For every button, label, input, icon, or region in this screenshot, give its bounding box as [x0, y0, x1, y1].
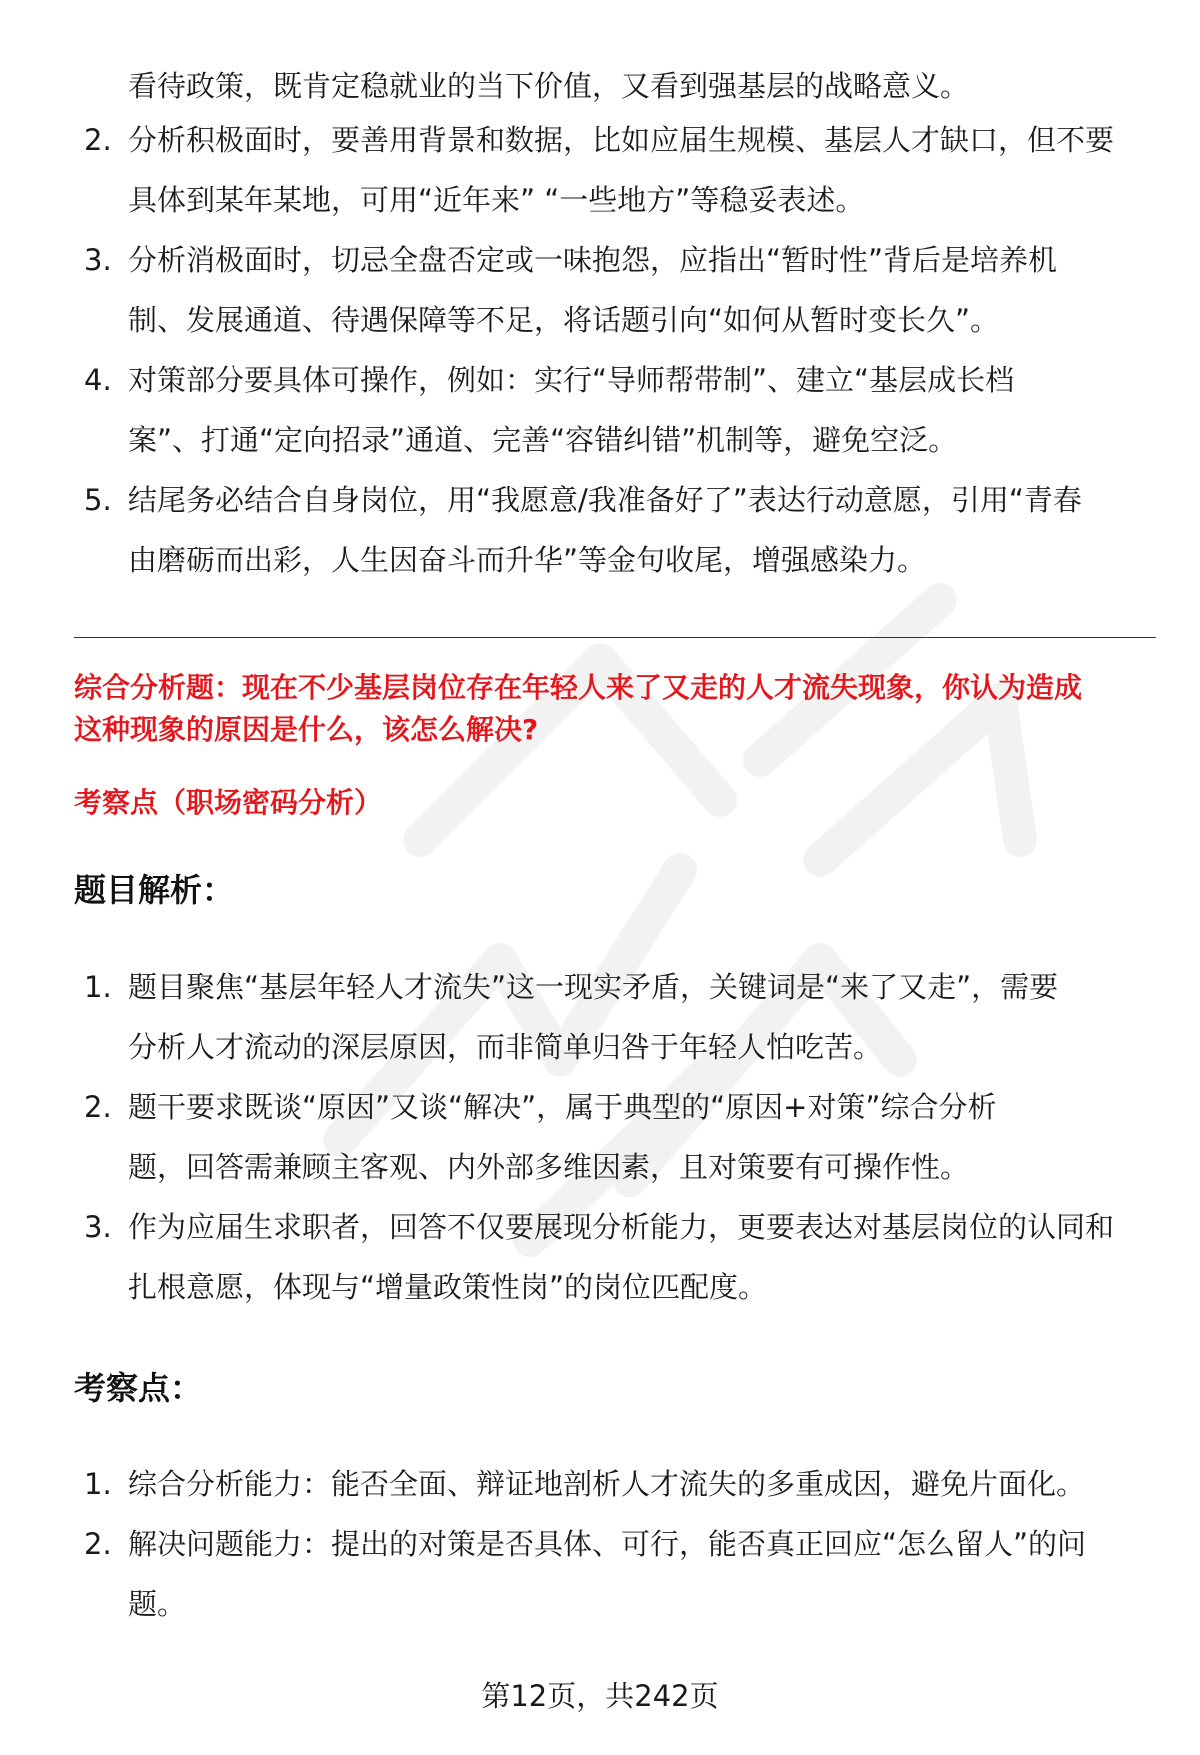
list-item — [0, 1514, 1200, 1634]
item-line: 分析消极面时，切忌全盘否定或一味抱怨，应指出“暂时性”背后是培养机 — [128, 243, 1058, 277]
item-line: 综合分析能力：能否全面、辩证地剖析人才流失的多重成因，避免片面化。 — [128, 1467, 1086, 1501]
list-item — [0, 110, 1200, 230]
item-line: 对策部分要具体可操作，例如：实行“导师帮带制”、建立“基层成长档 — [128, 363, 1015, 397]
item-number: 1. — [84, 1467, 112, 1501]
list-item — [0, 1077, 1200, 1197]
analysis-list — [0, 957, 1200, 1317]
item-line: 分析人才流动的深层原因，而非简单归咎于年轻人怕吃苦。 — [128, 1030, 883, 1064]
question-line: 这种现象的原因是什么，该怎么解决? — [74, 713, 539, 746]
item-line: 解决问题能力：提出的对策是否具体、可行，能否真正回应“怎么留人”的问 — [128, 1527, 1087, 1561]
item-line: 由磨砺而出彩，人生因奋斗而升华”等金句收尾，增强感染力。 — [128, 543, 927, 577]
item-number: 2. — [84, 123, 112, 157]
item-number: 5. — [84, 483, 112, 517]
item-number: 3. — [84, 243, 112, 277]
item-line: 案”、打通“定向招录”通道、完善“容错纠错”机制等，避免空泛。 — [128, 423, 958, 457]
item-line: 制、发展通道、待遇保障等不足，将话题引向“如何从暂时变长久”。 — [128, 303, 1000, 337]
list-item — [0, 1197, 1200, 1317]
item-number: 3. — [84, 1210, 112, 1244]
points-list — [0, 1454, 1200, 1634]
item-line: 分析积极面时，要善用背景和数据，比如应届生规模、基层人才缺口，但不要 — [128, 123, 1115, 157]
item-line: 题目聚焦“基层年轻人才流失”这一现实矛盾，关键词是“来了又走”，需要 — [128, 970, 1059, 1004]
item-line: 题，回答需兼顾主客观、内外部多维因素，且对策要有可操作性。 — [128, 1150, 970, 1184]
list-item — [0, 230, 1200, 350]
continuation-line: 看待政策，既肯定稳就业的当下价值，又看到强基层的战略意义。 — [128, 69, 970, 103]
item-line: 结尾务必结合自身岗位，用“我愿意/我准备好了”表达行动意愿，引用“青春 — [128, 483, 1082, 517]
page-number: 第12页，共242页 — [481, 1679, 719, 1713]
item-line: 题干要求既谈“原因”又谈“解决”，属于典型的“原因+对策”综合分析 — [128, 1090, 997, 1124]
item-line: 作为应届生求职者，回答不仅要展现分析能力，更要表达对基层岗位的认同和 — [128, 1210, 1115, 1244]
tips-list — [0, 110, 1200, 590]
list-item — [0, 957, 1200, 1077]
item-number: 1. — [84, 970, 112, 1004]
list-item — [0, 1454, 1200, 1514]
section-divider — [74, 637, 1156, 638]
item-line: 扎根意愿，体现与“增量政策性岗”的岗位匹配度。 — [128, 1270, 768, 1304]
item-number: 2. — [84, 1090, 112, 1124]
question-line: 综合分析题：现在不少基层岗位存在年轻人来了又走的人才流失现象，你认为造成 — [74, 671, 1083, 704]
item-number: 2. — [84, 1527, 112, 1561]
list-item — [0, 350, 1200, 470]
item-line: 具体到某年某地，可用“近年来” “一些地方”等稳妥表述。 — [128, 183, 865, 217]
item-number: 4. — [84, 363, 112, 397]
item-line: 题。 — [128, 1587, 187, 1621]
exam-point-label: 考察点（职场密码分析） — [74, 786, 383, 819]
list-item — [0, 470, 1200, 590]
points-heading: 考察点： — [74, 1369, 203, 1407]
analysis-heading: 题目解析： — [74, 871, 235, 909]
question-title — [74, 667, 1164, 751]
